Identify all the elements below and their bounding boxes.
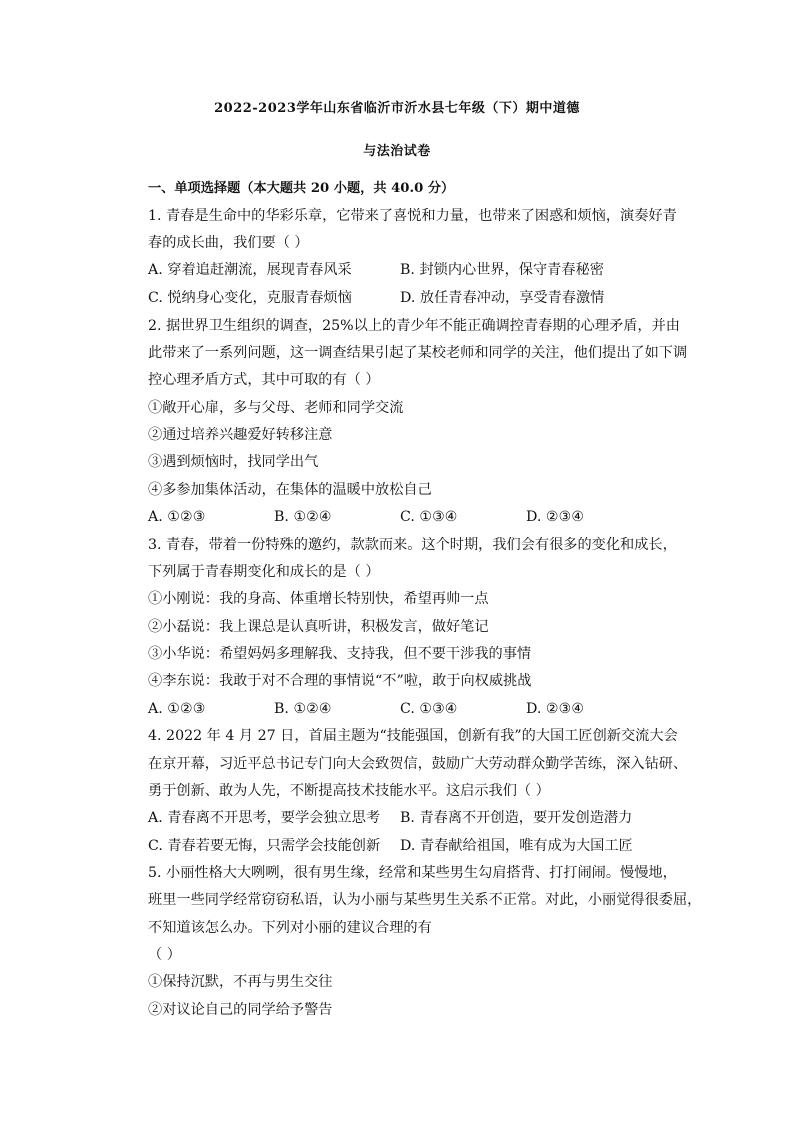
- question-2-stem-line-1: 2. 据世界卫生组织的调查，25%以上的青少年不能正确调控青春期的心理矛盾，并由: [148, 318, 680, 334]
- question-2-statement-4: ④多参加集体活动，在集体的温暖中放松自己: [148, 482, 432, 498]
- question-2-stem-line-2: 此带来了一系列问题，这一调查结果引起了某校老师和同学的关注，他们提出了如下调: [148, 345, 688, 361]
- question-4-option-b: B. 青春离不开创造，要开发创造潜力: [400, 810, 633, 826]
- question-5-stem-line-2: 班里一些同学经常窃窃私语，认为小丽与某些男生关系不正常。对此，小丽觉得很委屈，: [148, 892, 702, 908]
- question-4-option-c: C. 青春若要无悔，只需学会技能创新: [148, 838, 381, 854]
- question-2-statement-3: ③遇到烦恼时，找同学出气: [148, 454, 319, 470]
- question-3-option-b: B. ①②④: [274, 701, 332, 717]
- question-3-stem-line-2: 下列属于青春期变化和成长的是（ ）: [148, 564, 380, 580]
- question-2-statement-1: ①敞开心扉，多与父母、老师和同学交流: [148, 400, 404, 416]
- question-3-statement-4: ④李东说：我敢于对不合理的事情说“不”啦，敢于向权威挑战: [148, 673, 532, 689]
- question-1-option-b: B. 封锁内心世界，保守青春秘密: [400, 262, 604, 278]
- exam-title-line-2: 与法治试卷: [363, 144, 431, 159]
- question-4-stem-line-3: 勇于创新、敢为人先，不断提高技术技能水平。这启示我们（ ）: [148, 783, 550, 799]
- question-2-option-c: C. ①③④: [400, 509, 458, 525]
- question-3-option-a: A. ①②③: [148, 701, 206, 717]
- question-3-stem-line-1: 3. 青春，带着一份特殊的邀约，款款而来。这个时期，我们会有很多的变化和成长，: [148, 537, 677, 553]
- question-5-stem-line-1: 5. 小丽性格大大咧咧，很有男生缘，经常和某些男生勾肩搭背、打打闹闹。慢慢地，: [148, 865, 677, 881]
- question-4-option-a: A. 青春离不开思考，要学会独立思考: [148, 810, 381, 826]
- question-3-option-d: D. ②③④: [526, 701, 585, 717]
- question-1-stem-line-2: 春的成长曲，我们要（ ）: [148, 235, 309, 251]
- section-heading: 一、单项选择题（本大题共 20 小题，共 40.0 分）: [148, 181, 455, 196]
- question-1-option-a: A. 穿着追赶潮流，展现青春风采: [148, 262, 352, 278]
- question-3-option-c: C. ①③④: [400, 701, 458, 717]
- question-2-option-b: B. ①②④: [274, 509, 332, 525]
- question-5-statement-1: ①保持沉默，不再与男生交往: [148, 974, 333, 990]
- question-5-stem-line-4: （ ）: [148, 947, 181, 963]
- question-4-option-d: D. 青春献给祖国，唯有成为大国工匠: [400, 838, 633, 854]
- question-2-option-a: A. ①②③: [148, 509, 206, 525]
- question-1-option-d: D. 放任青春冲动，享受青春激情: [400, 290, 605, 306]
- exam-title-line-1: 2022-2023学年山东省临沂市沂水县七年级（下）期中道德: [214, 101, 580, 116]
- question-3-statement-1: ①小刚说：我的身高、体重增长特别快，希望再帅一点: [148, 591, 489, 607]
- question-5-statement-2: ②对议论自己的同学给予警告: [148, 1002, 333, 1018]
- question-3-statement-2: ②小磊说：我上课总是认真听讲，积极发言，做好笔记: [148, 619, 489, 635]
- question-4-stem-line-2: 在京开幕，习近平总书记专门向大会致贺信，鼓励广大劳动群众勤学苦练，深入钻研、: [148, 756, 688, 772]
- question-1-stem-line-1: 1. 青春是生命中的华彩乐章，它带来了喜悦和力量，也带来了困惑和烦恼，演奏好青: [148, 208, 677, 224]
- question-4-stem-line-1: 4. 2022 年 4 月 27 日，首届主题为“技能强国，创新有我”的大国工匠创新交流大会: [148, 728, 678, 744]
- question-2-option-d: D. ②③④: [526, 509, 585, 525]
- question-5-stem-line-3: 不知道该怎么办。下列对小丽的建议合理的有: [148, 920, 432, 936]
- question-2-stem-line-3: 控心理矛盾方式，其中可取的有（ ）: [148, 372, 380, 388]
- question-3-statement-3: ③小华说：希望妈妈多理解我、支持我，但不要干涉我的事情: [148, 646, 532, 662]
- question-2-statement-2: ②通过培养兴趣爱好转移注意: [148, 427, 333, 443]
- question-1-option-c: C. 悦纳身心变化，克服青春烦恼: [148, 290, 352, 306]
